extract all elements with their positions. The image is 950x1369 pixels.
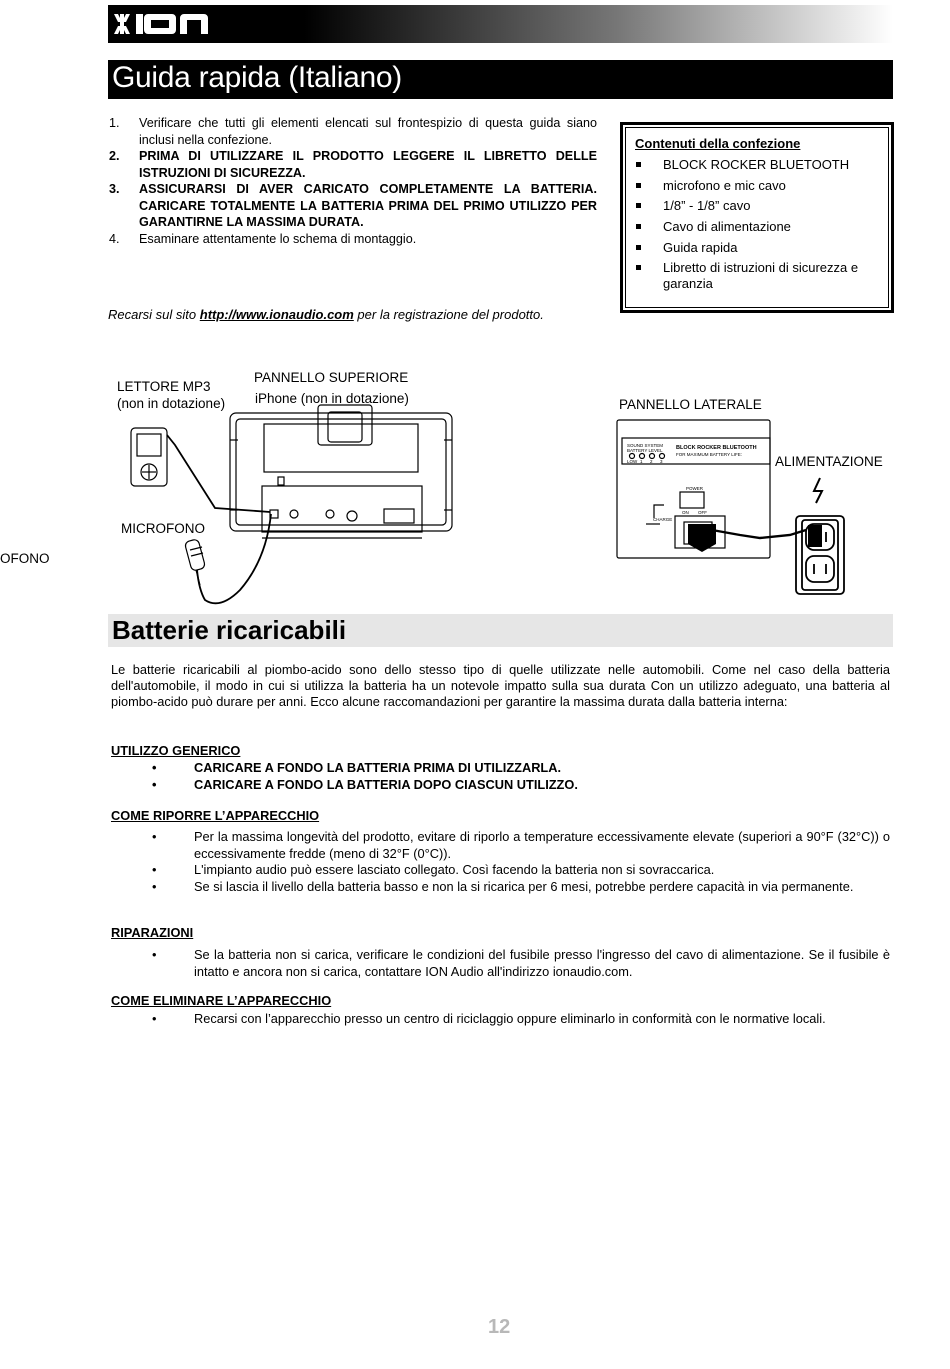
mp3-player-icon (131, 428, 167, 486)
list-item: • Se la batteria non si carica, verificare le condizioni del fusibile presso l'ingresso del cavo di alimentazione. Se il fusibile è intatto e ancora non si carica, contattare ION Audio all'indirizzo ionaudio.com. (152, 947, 890, 979)
microphone-label: MICROFONO (121, 521, 205, 536)
microphone-icon (184, 539, 205, 585)
power-label: ALIMENTAZIONE (775, 454, 883, 469)
registration-note: Recarsi sul sito http://www.ionaudio.com per la registrazione del prodotto. (108, 307, 544, 322)
step-3: 3. ASSICURARSI DI AVER CARICATO COMPLETAMENTE LA BATTERIA. CARICARE TOTALMENTE LA BATTERIA PRIMA DEL PRIMO UTILIZZO PER GARANTIRNE LA MASSIMA DURATA. (109, 182, 597, 229)
svg-text:ON: ON (682, 510, 689, 515)
svg-text:BLOCK ROCKER BLUETOOTH: BLOCK ROCKER BLUETOOTH (676, 445, 757, 451)
svg-text:LOW: LOW (627, 459, 638, 464)
list-item: • Per la massima longevità del prodotto, evitare di riporlo a temperature eccessivamente elevate (superiori a 90°F (32°C)) o eccessivamente fredde (meno di 32°F (0°C)). (152, 829, 890, 861)
general-use-heading: UTILIZZO GENERICO (111, 743, 241, 758)
step-4: 4. Esaminare attentamente lo schema di montaggio. (109, 231, 417, 246)
list-item: • CARICARE A FONDO LA BATTERIA PRIMA DI UTILIZZARLA. (152, 760, 562, 775)
ionaudio-link[interactable]: http://www.ionaudio.com (199, 307, 354, 322)
audio-cable (167, 435, 270, 512)
svg-text:1: 1 (640, 459, 643, 464)
contents-item: 1/8” - 1/8” cavo (635, 198, 875, 214)
step-1: 1. Verificare che tutti gli elementi elencati sul frontespizio di questa guida siano inclusi nella confezione. (109, 116, 597, 147)
repairs-heading: RIPARAZIONI (111, 925, 194, 940)
contents-item: microfono e mic cavo (635, 178, 875, 194)
list-item: • L'impianto audio può essere lasciato collegato. Così facendo la batteria non si sovraccarica. (152, 862, 715, 877)
storage-heading: COME RIPORRE L’APPARECCHIO (111, 808, 320, 823)
list-item: • Recarsi con l’apparecchio presso un centro di riciclaggio oppure eliminarlo in conformità con le normative locali. (152, 1011, 826, 1026)
svg-text:FOR MAXIMUM BATTERY LIFE:: FOR MAXIMUM BATTERY LIFE: (676, 452, 743, 457)
plug-icon (808, 525, 822, 547)
contents-heading: Contenuti della confezione (635, 136, 801, 151)
svg-text:3: 3 (660, 459, 663, 464)
list-item: • CARICARE A FONDO LA BATTERIA DOPO CIASCUN UTILIZZO. (152, 776, 578, 792)
disposal-heading: COME ELIMINARE L’APPARECCHIO (111, 993, 332, 1008)
svg-text:OFF: OFF (698, 510, 707, 515)
disposal-list (111, 1011, 890, 1028)
top-panel-label: PANNELLO SUPERIORE (254, 370, 409, 385)
page-title: Guida rapida (Italiano) (112, 61, 402, 94)
speaker-unit-top-panel (230, 405, 452, 538)
contents-item: Libretto di istruzioni di sicurezza e garanzia (635, 260, 875, 292)
step-2: 2. PRIMA DI UTILIZZARE IL PRODOTTO LEGGERE IL LIBRETTO DELLE ISTRUZIONI DI SICUREZZA. (109, 149, 597, 180)
storage-list (111, 829, 890, 895)
contents-item: Guida rapida (635, 240, 875, 256)
side-panel-label: PANNELLO LATERALE (619, 397, 762, 412)
iphone-label: iPhone (non in dotazione) (255, 391, 409, 406)
svg-text:BATTERY LEVEL: BATTERY LEVEL (627, 448, 663, 453)
svg-text:2: 2 (650, 459, 653, 464)
contents-item: Cavo di alimentazione (635, 219, 875, 235)
svg-text:CHARGE: CHARGE (653, 517, 673, 522)
general-use-list (111, 760, 890, 793)
repairs-list (111, 947, 890, 980)
page-number: 12 (488, 1316, 511, 1338)
lightning-icon (814, 478, 822, 503)
microphone-cable (197, 514, 271, 603)
intro-paragraph: Le batterie ricaricabili al piombo-acido sono dello stesso tipo di quelle utilizzate nelle automobili. Come nel caso della batteria dell'automobile, il modo in cui si utilizza la batteria ha un notevole impatto sulla sua durata Con un utilizzo adeguato, una batteria al piombo-acido può durare per anni. Ecco alcune raccomandazioni per garantire la massima durata dalla batteria interna: (111, 662, 890, 709)
contents-item: BLOCK ROCKER BLUETOOTH (635, 157, 875, 173)
section-title: Batterie ricaricabili (112, 615, 347, 645)
mp3-player-label: LETTORE MP3 (non in dotazione) (117, 379, 226, 411)
list-item: • Se si lascia il livello della batteria basso e non la si ricarica per 6 mesi, potrebbe perdere capacità in via permanente. (152, 878, 854, 894)
clipped-microphone-label: OFONO (0, 551, 50, 566)
svg-text:SOUND SYSTEM: SOUND SYSTEM (627, 443, 664, 448)
connection-diagram (0, 0, 950, 620)
power-cable (712, 530, 806, 538)
svg-text:POWER: POWER (686, 486, 704, 491)
section-title-bar (108, 614, 893, 647)
